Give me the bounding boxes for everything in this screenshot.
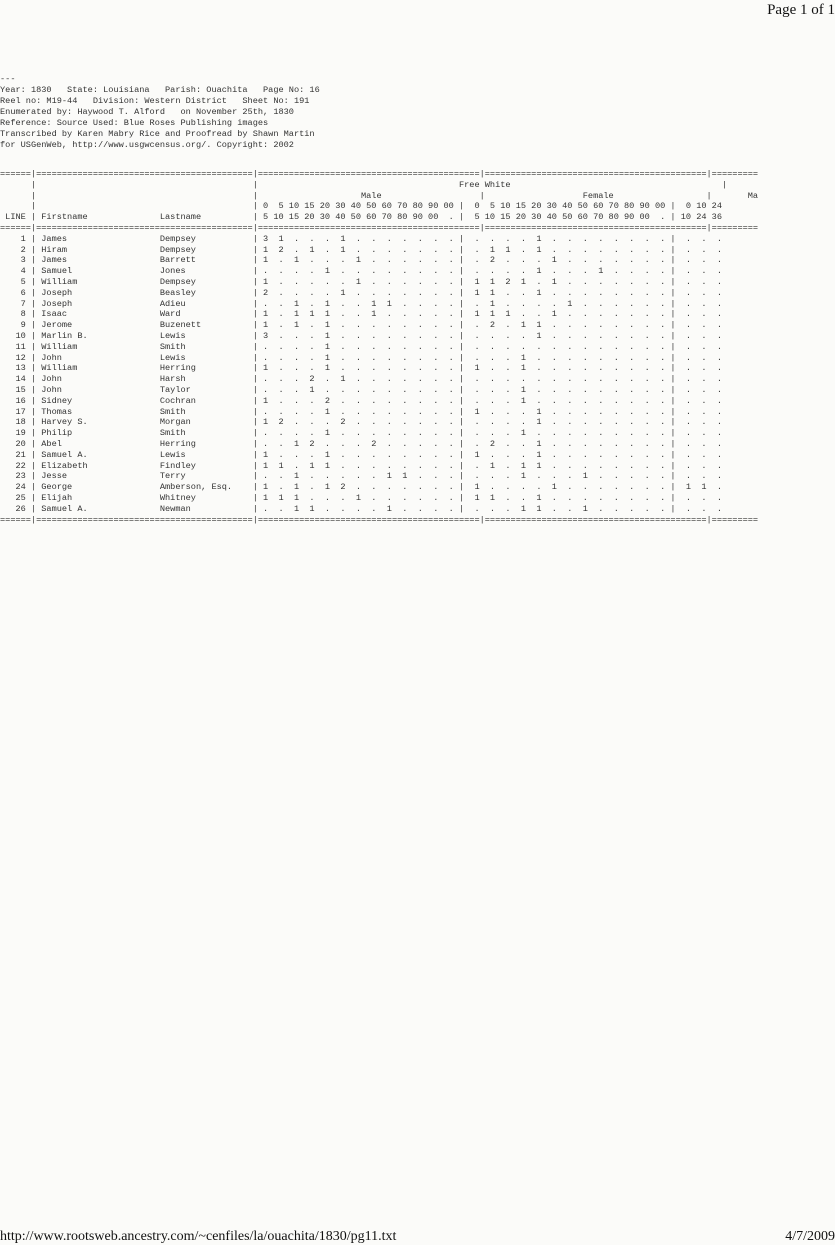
table-row: 7 | Joseph Adieu | . . 1 . 1 . . 1 1 . . . . | . 1 . . . . 1 . . . . . . | . . .	[0, 298, 722, 309]
table-rule: ======|==========================================|===========================================|===========================================|=========	[0, 222, 759, 233]
table-row: 19 | Philip Smith | . . . . 1 . . . . . . . . | . . . 1 . . . . . . . . . | . . .	[0, 428, 722, 439]
meta-reference-line: Reference: Source Used: Blue Roses Publishing images	[0, 118, 269, 128]
table-row: 11 | William Smith | . . . . 1 . . . . . . . . | . . . . . . . . . . . . . | . . .	[0, 341, 722, 352]
table-header-free-white: | | Free White |	[0, 179, 728, 190]
table-row: 26 | Samuel A. Newman | . . 1 1 . . . . 1 . . . . | . . . 1 1 . . 1 . . . . . | . . .	[0, 503, 722, 514]
meta-reel-line: Reel no: M19-44 Division: Western District Sheet No: 191	[0, 96, 310, 106]
table-row: 13 | William Herring | 1 . . . 1 . . . . . . . . | 1 . . 1 . . . . . . . . . | . . .	[0, 363, 722, 374]
table-row: 23 | Jesse Terry | . . 1 . . . . . 1 1 . . . | . . . 1 . . . 1 . . . . . | . . .	[0, 471, 722, 482]
table-row: 1 | James Dempsey | 3 1 . . . 1 . . . . . . . | . . . . 1 . . . . . . . . | . . .	[0, 233, 722, 244]
table-row: 5 | William Dempsey | 1 . . . . . 1 . . . . . . | 1 1 2 1 . 1 . . . . . . . | . . .	[0, 276, 722, 287]
table-row: 15 | John Taylor | . . . 1 . . . . . . . . . | . . . 1 . . . . . . . . . | . . .	[0, 384, 722, 395]
table-row: 20 | Abel Herring | . . 1 2 . . . 2 . . . . . | . 2 . . 1 . . . . . . . . | . . .	[0, 438, 722, 449]
table-row: 3 | James Barrett | 1 . 1 . . . 1 . . . . . . | . 2 . . . 1 . . . . . . . | . . .	[0, 255, 722, 266]
table-row: 22 | Elizabeth Findley | 1 1 . 1 1 . . . . . . . . | . 1 . 1 1 . . . . . . . . | . . .	[0, 460, 722, 471]
table-row: 14 | John Harsh | . . . 2 . 1 . . . . . . . | . . . . . . . . . . . . . | . . .	[0, 374, 722, 385]
census-table	[0, 169, 835, 525]
table-row: 18 | Harvey S. Morgan | 1 2 . . . 2 . . . . . . . | . . . . 1 . . . . . . . . | . . .	[0, 417, 722, 428]
census-metadata	[0, 74, 320, 151]
source-url: http://www.rootsweb.ancestry.com/~cenfiles/la/ouachita/1830/pg11.txt	[0, 1229, 397, 1244]
meta-enumerator-line: Enumerated by: Haywood T. Alford on November 25th, 1830	[0, 107, 294, 117]
table-row: 17 | Thomas Smith | . . . . 1 . . . . . . . . | 1 . . . 1 . . . . . . . . | . . .	[0, 406, 722, 417]
table-header-sex: | | Male | Female | Ma	[0, 190, 759, 201]
table-row: 4 | Samuel Jones | . . . . 1 . . . . . . . . | . . . . 1 . . . 1 . . . . | . . .	[0, 266, 722, 277]
table-row: 16 | Sidney Cochran | 1 . . . 2 . . . . . . . . | . . . 1 . . . . . . . . . | . . .	[0, 395, 722, 406]
table-row: 9 | Jerome Buzenett | 1 . 1 . 1 . . . . . . . . | . 2 . 1 1 . . . . . . . . | . . .	[0, 320, 722, 331]
table-row: 21 | Samuel A. Lewis | 1 . . . 1 . . . . . . . . | 1 . . . 1 . . . . . . . . | . . .	[0, 449, 722, 460]
table-row: 2 | Hiram Dempsey | 1 2 . 1 . 1 . . . . . . . | . 1 1 . 1 . . . . . . . . | . . .	[0, 244, 722, 255]
table-rule: ======|==========================================|===========================================|===========================================|=========	[0, 514, 759, 525]
meta-copyright-line: for USGenWeb, http://www.usgwcensus.org/. Copyright: 2002	[0, 140, 294, 150]
meta-separator: ---	[0, 74, 16, 84]
table-row: 10 | Marlin B. Lewis | 3 . . . 1 . . . . . . . . | . . . . 1 . . . . . . . . | . . .	[0, 330, 722, 341]
table-header-age-from: | | 0 5 10 15 20 30 40 50 60 70 80 90 00 | 0 5 10 15 20 30 40 50 60 70 80 90 00 | 0 10 24	[0, 201, 722, 212]
table-row: 25 | Elijah Whitney | 1 1 1 . . . 1 . . . . . . | 1 1 . . 1 . . . . . . . . | . . .	[0, 492, 722, 503]
page-indicator: Page 1 of 1	[767, 2, 835, 18]
meta-year-line: Year: 1830 State: Louisiana Parish: Ouachita Page No: 16	[0, 85, 320, 95]
table-rule: ======|==========================================|===========================================|===========================================|=========	[0, 169, 759, 179]
table-row: 12 | John Lewis | . . . . 1 . . . . . . . . | . . . 1 . . . . . . . . . | . . .	[0, 352, 722, 363]
table-row: 24 | George Amberson, Esq. | 1 . 1 . 1 2 . . . . . . . | 1 . . . . 1 . . . . . . . | 1 1 .	[0, 482, 722, 493]
table-row: 6 | Joseph Beasley | 2 . . . . 1 . . . . . . . | 1 1 . . 1 . . . . . . . . | . . .	[0, 287, 722, 298]
table-header-columns: LINE | Firstname Lastname | 5 10 15 20 30 40 50 60 70 80 90 00 . | 5 10 15 20 30 40 50 60 70 80 90 00 . | 10 24 36	[0, 212, 722, 223]
meta-transcriber-line: Transcribed by Karen Mabry Rice and Proofread by Shawn Martin	[0, 129, 315, 139]
print-date: 4/7/2009	[785, 1229, 835, 1244]
table-row: 8 | Isaac Ward | 1 . 1 1 1 . . 1 . . . . . | 1 1 1 . . 1 . . . . . . . | . . .	[0, 309, 722, 320]
